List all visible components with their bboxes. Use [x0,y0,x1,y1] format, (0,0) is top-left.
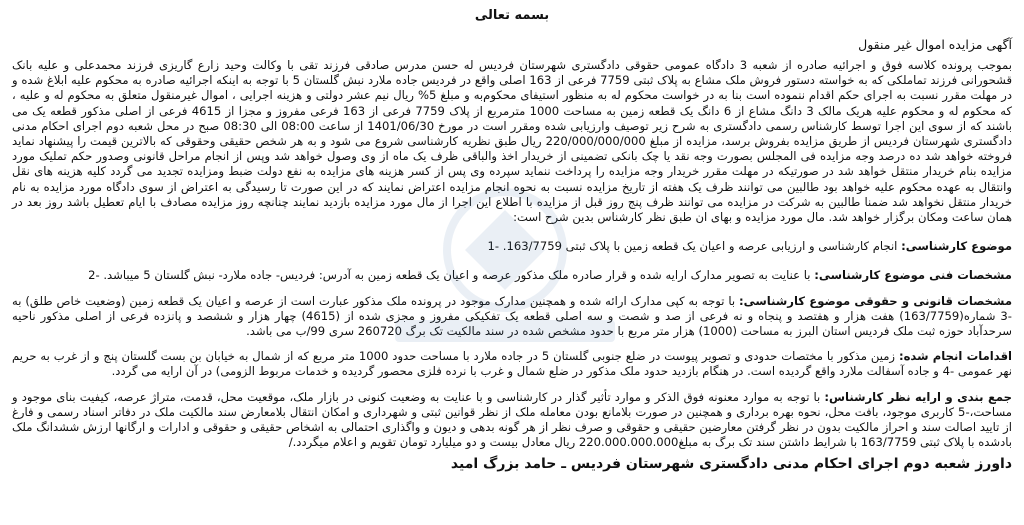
section-text: با توجه به موارد معنونه فوق الذکر و موارد تأثیر گذار در کارشناسی و با عنایت به وضعیت کنونی در بازار ملک، موقعیت محل، قدمت، متراژ عرصه، کیفیت بنای موجود و مساحت،-5 کاربری موجود، بافت محل، نحوه بهره برداری و همچنین در صورت بلامانع بودن معامله ملک از نظر قوانین ثبتی و شهرداری و امکان انتقال بلامعارض سند مالکیت ملک در دفاتر اسناد رسمی و فارغ از تایید اصالت سند و احراز مالکیت بدون در نظر گرفتن معارضین حقیقی و حقوقی و صرف نظر از هر گونه بدهی و دیون و واگذاری احتمالی به اشخاص حقیقی و حقوقی و ادارات و ارگانها ارزش ششدانگ ملک بادشده با پلاک ثبتی 163/7759 با شرایط داشتن سند تک برگ به مبلغ220.000.000.000 ریال معادل بیست و دو میلیارد تومان تقویم و اعلام میگردد./ [12,389,1012,450]
section-text: انجام کارشناسی و ارزیابی عرصه و اعیان یک قطعه زمین با پلاک ثبتی 163/7759. -1 [487,239,898,254]
section-text: با عنایت به تصویر مدارک ارایه شده و قرار صادره ملک مذکور عرصه و اعیان یک قطعه زمین به آدرس: فردیس- جاده ملارد- نبش گلستان 5 میباشد. -2 [88,268,811,283]
section-text: زمین مذکور با مختصات حدودی و تصویر پیوست در ضلع جنوبی گلستان 5 در جاده ملارد با مساحت حدود 1000 متر مربع که از شمال به خیابان بن بست گلستان پنج و از غرب به حریم نهر عمومی -4 و جاده آسفالت ملارد واقع گردیده است. در هنگام بازدید حدود ملک مذکور در ضلع شمال و غرب با نرده فلزی محصور گردیده و خدمات مربوط الزومی) در آن ارایه می گردد. [12,349,1012,379]
section-label: موضوع کارشناسی: [901,239,1012,254]
section-label: مشخصات فنی موضوع کارشناسی: [814,268,1012,283]
document-subtitle: آگهی مزایده اموال غیر منقول [858,37,1012,52]
section-actions-taken [12,349,1012,379]
section-expert-conclusion [12,390,1012,451]
section-expert-subject [12,239,1012,254]
section-label: اقدامات انجام شده: [898,349,1013,364]
intro-paragraph: بموجب پرونده کلاسه فوق و اجرائیه صادره از شعبه 3 دادگاه عمومی حقوقی دادگستری شهرستان فردیس له حسن مدرس صادقی فرزند تقی با وکالت وحید زارع گاریزی فرزند محمدعلی و علیه بانک قشحورانی فرزند تماملکی که به خواسته دستور فروش ملک مشاع به پلاک ثبتی 7759 فرعی از 163 اصلی واقع در فردیس جاده ملارد نبش گلستان 5 با توجه به اینکه اجرائیه صادره به محکوم علیه ابلاغ شده و در مهلت مقرر نسبت به اجرای حکم اقدام ننموده است بنا به در خواست محکوم له به منظور استیفای محکوم‌به و مبلغ 5% ریال نیم عشر دولتی و هزینه اجرایی ، اموال غیرمنقول متعلق به محکوم له و علیه ، که محکوم له و محکوم علیه هریک مالک 3 دانگ مشاع از 6 دانگ یک قطعه زمین به مساحت 1000 مترمربع از پلاک 7759 فرعی از 163 فرعی مفروز و مجزا از 4615 فرعی از اصلی مذکور قطعه یک می باشند که از سوی این اجرا توسط کارشناس رسمی دادگستری به شرح زیر توصیف وارزیابی شده ومقرر است در مورخ 1401/06/30 از ساعت 08:00 الی 08:30 صبح در محل شعبه دوم اجرای احکام مدنی دادگستری شهرستان فردیس از طریق مزایده بفروش برسد، مزایده از مبلغ 220/000/000/000 ریال طبق نظریه کارشناسی شروع می شود و به هر شخص حقیقی وحقوقی که بالاترین قیمت را پیشنهاد نماید فروخته خواهد شد ده درصد وجه مزایده فی المجلس بصورت وجه نقد یا چک بانکی تضمینی از خریدار اخذ والباقی ظرف یک ماه از وی وصول خواهد شد وپس از انجام مراحل قانونی وصدور حکم تملیک مورد مزایده بنام خریدار منتقل خواهد شد در صورتیکه در مهلت مقرر خریدار وجه مزایده را پرداخت ننماید سپرده وی پس از کسر هزینه های مزایده به نفع دولت ضبط ومزایده تجدید می گردد کلیه هزینه های نقل وانتقال به عهده محکوم علیه خواهد بود طالبین می توانند ظرف یک هفته از تاریخ مزایده نسبت به نحوه انجام مزایده اعتراض نمایند که در این صورت تا رسیدگی به اعتراض از سوی دادگاه مورد مزایده به نام خریدار منتقل نخواهد شد ضمنا طالبین به شرکت در مزایده می توانند ظرف پنج روز قبل از مزایده با اطلاع این اجرا از مال مورد مزایده بازدید نمایند چنانچه روز مزایده مصادف با ایام تعطیل باشد روز بعد در همان ساعت ومکان برگزار خواهد شد. مال مورد مزایده و بهای ان طبق نظر کارشناس بدین شرح است: [12,58,1013,225]
signature-footer: داورز شعبه دوم اجرای احکام مدنی دادگستری شهرستان فردیس ـ حامد بزرگ امید [450,456,1012,473]
document-title: بسمه تعالی [474,8,550,23]
section-text: با توجه به کپی مدارک ارائه شده و همچنین مدارک موجود در پرونده ملک مذکور عبارت است از عرصه و اعیان یک قطعه زمین (وضعیت خاص طلق) به -3 شماره(163/7759) هفت هزار و هفتصد و پنجاه و نه فرعی از صد و شصت و سه اصلی قطعه یک تفکیکی مفروز و مجزی شده از (4615) چهار هزار و ششصد و پانزده فرعی از اصلی مذکور ناحیه سرحدآباد حوزه ثبت ملک فردیس استان البرز به مساحت (1000) هزار متر مربع با حدود مشخص شده در سند مالکیت تک برگ 260720 سری 99/ب می باشد. [12,293,1012,339]
section-legal-specs [12,294,1012,340]
section-label: مشخصات قانونی و حقوقی موضوع کارشناسی: [739,293,1013,308]
section-technical-specs [12,268,1012,283]
section-label: جمع بندی و ارایه نظر کارشناس: [824,389,1013,404]
